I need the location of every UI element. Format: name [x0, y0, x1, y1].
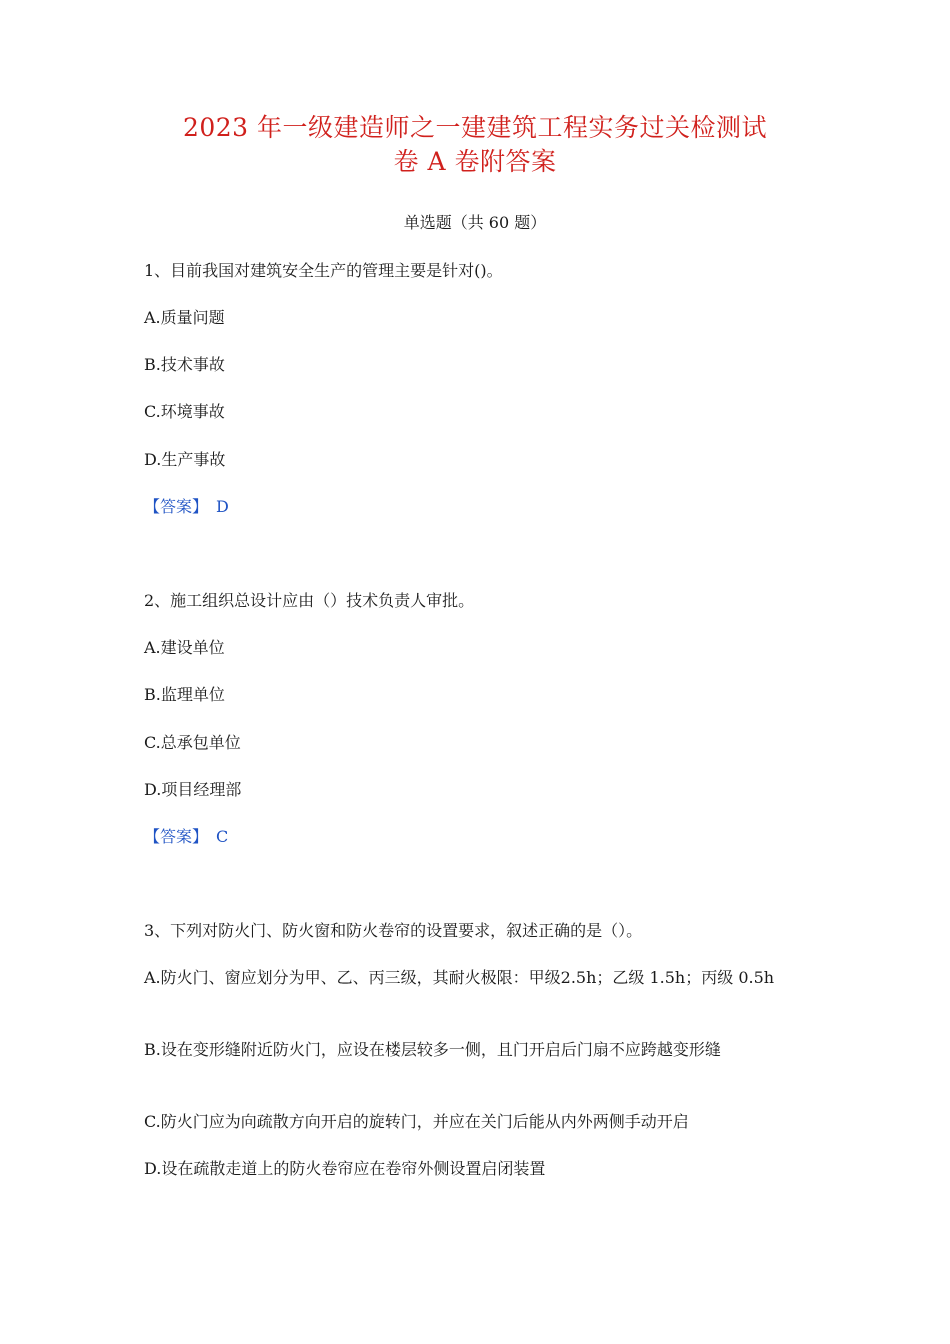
question-3-option-a: A.防火门、窗应划分为甲、乙、丙三级，其耐火极限：甲级2.5h；乙级 1.5h；丙级 0.5h: [144, 968, 775, 987]
answer-label: 【答案】: [144, 497, 209, 516]
question-2-option-a: A.建设单位: [144, 638, 225, 657]
question-2-option-c: C.总承包单位: [144, 733, 241, 752]
document-title-line-2: 卷 A 卷附答案: [393, 147, 557, 176]
answer-label: 【答案】: [144, 827, 209, 846]
question-2-option-b: B.监理单位: [144, 685, 225, 704]
answer-value: D: [216, 497, 229, 516]
question-3-option-b: B.设在变形缝附近防火门，应设在楼层较多一侧，且门开启后门扇不应跨越变形缝: [144, 1040, 721, 1059]
section-header: 单选题（共 60 题）: [403, 213, 547, 232]
question-3-option-d: D.设在疏散走道上的防火卷帘应在卷帘外侧设置启闭装置: [144, 1159, 546, 1178]
question-1-option-a: A.质量问题: [144, 308, 225, 327]
question-2-stem: 2、施工组织总设计应由（）技术负责人审批。: [144, 591, 475, 610]
question-3-stem: 3、下列对防火门、防火窗和防火卷帘的设置要求，叙述正确的是（）。: [144, 921, 643, 940]
question-2-option-d: D.项目经理部: [144, 780, 242, 799]
question-3-option-c: C.防火门应为向疏散方向开启的旋转门，并应在关门后能从内外两侧手动开启: [144, 1112, 689, 1131]
question-1-option-d: D.生产事故: [144, 450, 226, 469]
answer-value: C: [216, 827, 229, 846]
question-1-stem: 1、目前我国对建筑安全生产的管理主要是针对()。: [144, 261, 503, 280]
question-1-option-c: C.环境事故: [144, 402, 225, 421]
question-1-option-b: B.技术事故: [144, 355, 225, 374]
document-title-line-1: 2023 年一级建造师之一建建筑工程实务过关检测试: [182, 113, 768, 142]
question-1-answer: [144, 495, 229, 519]
question-2-answer: [144, 825, 228, 849]
